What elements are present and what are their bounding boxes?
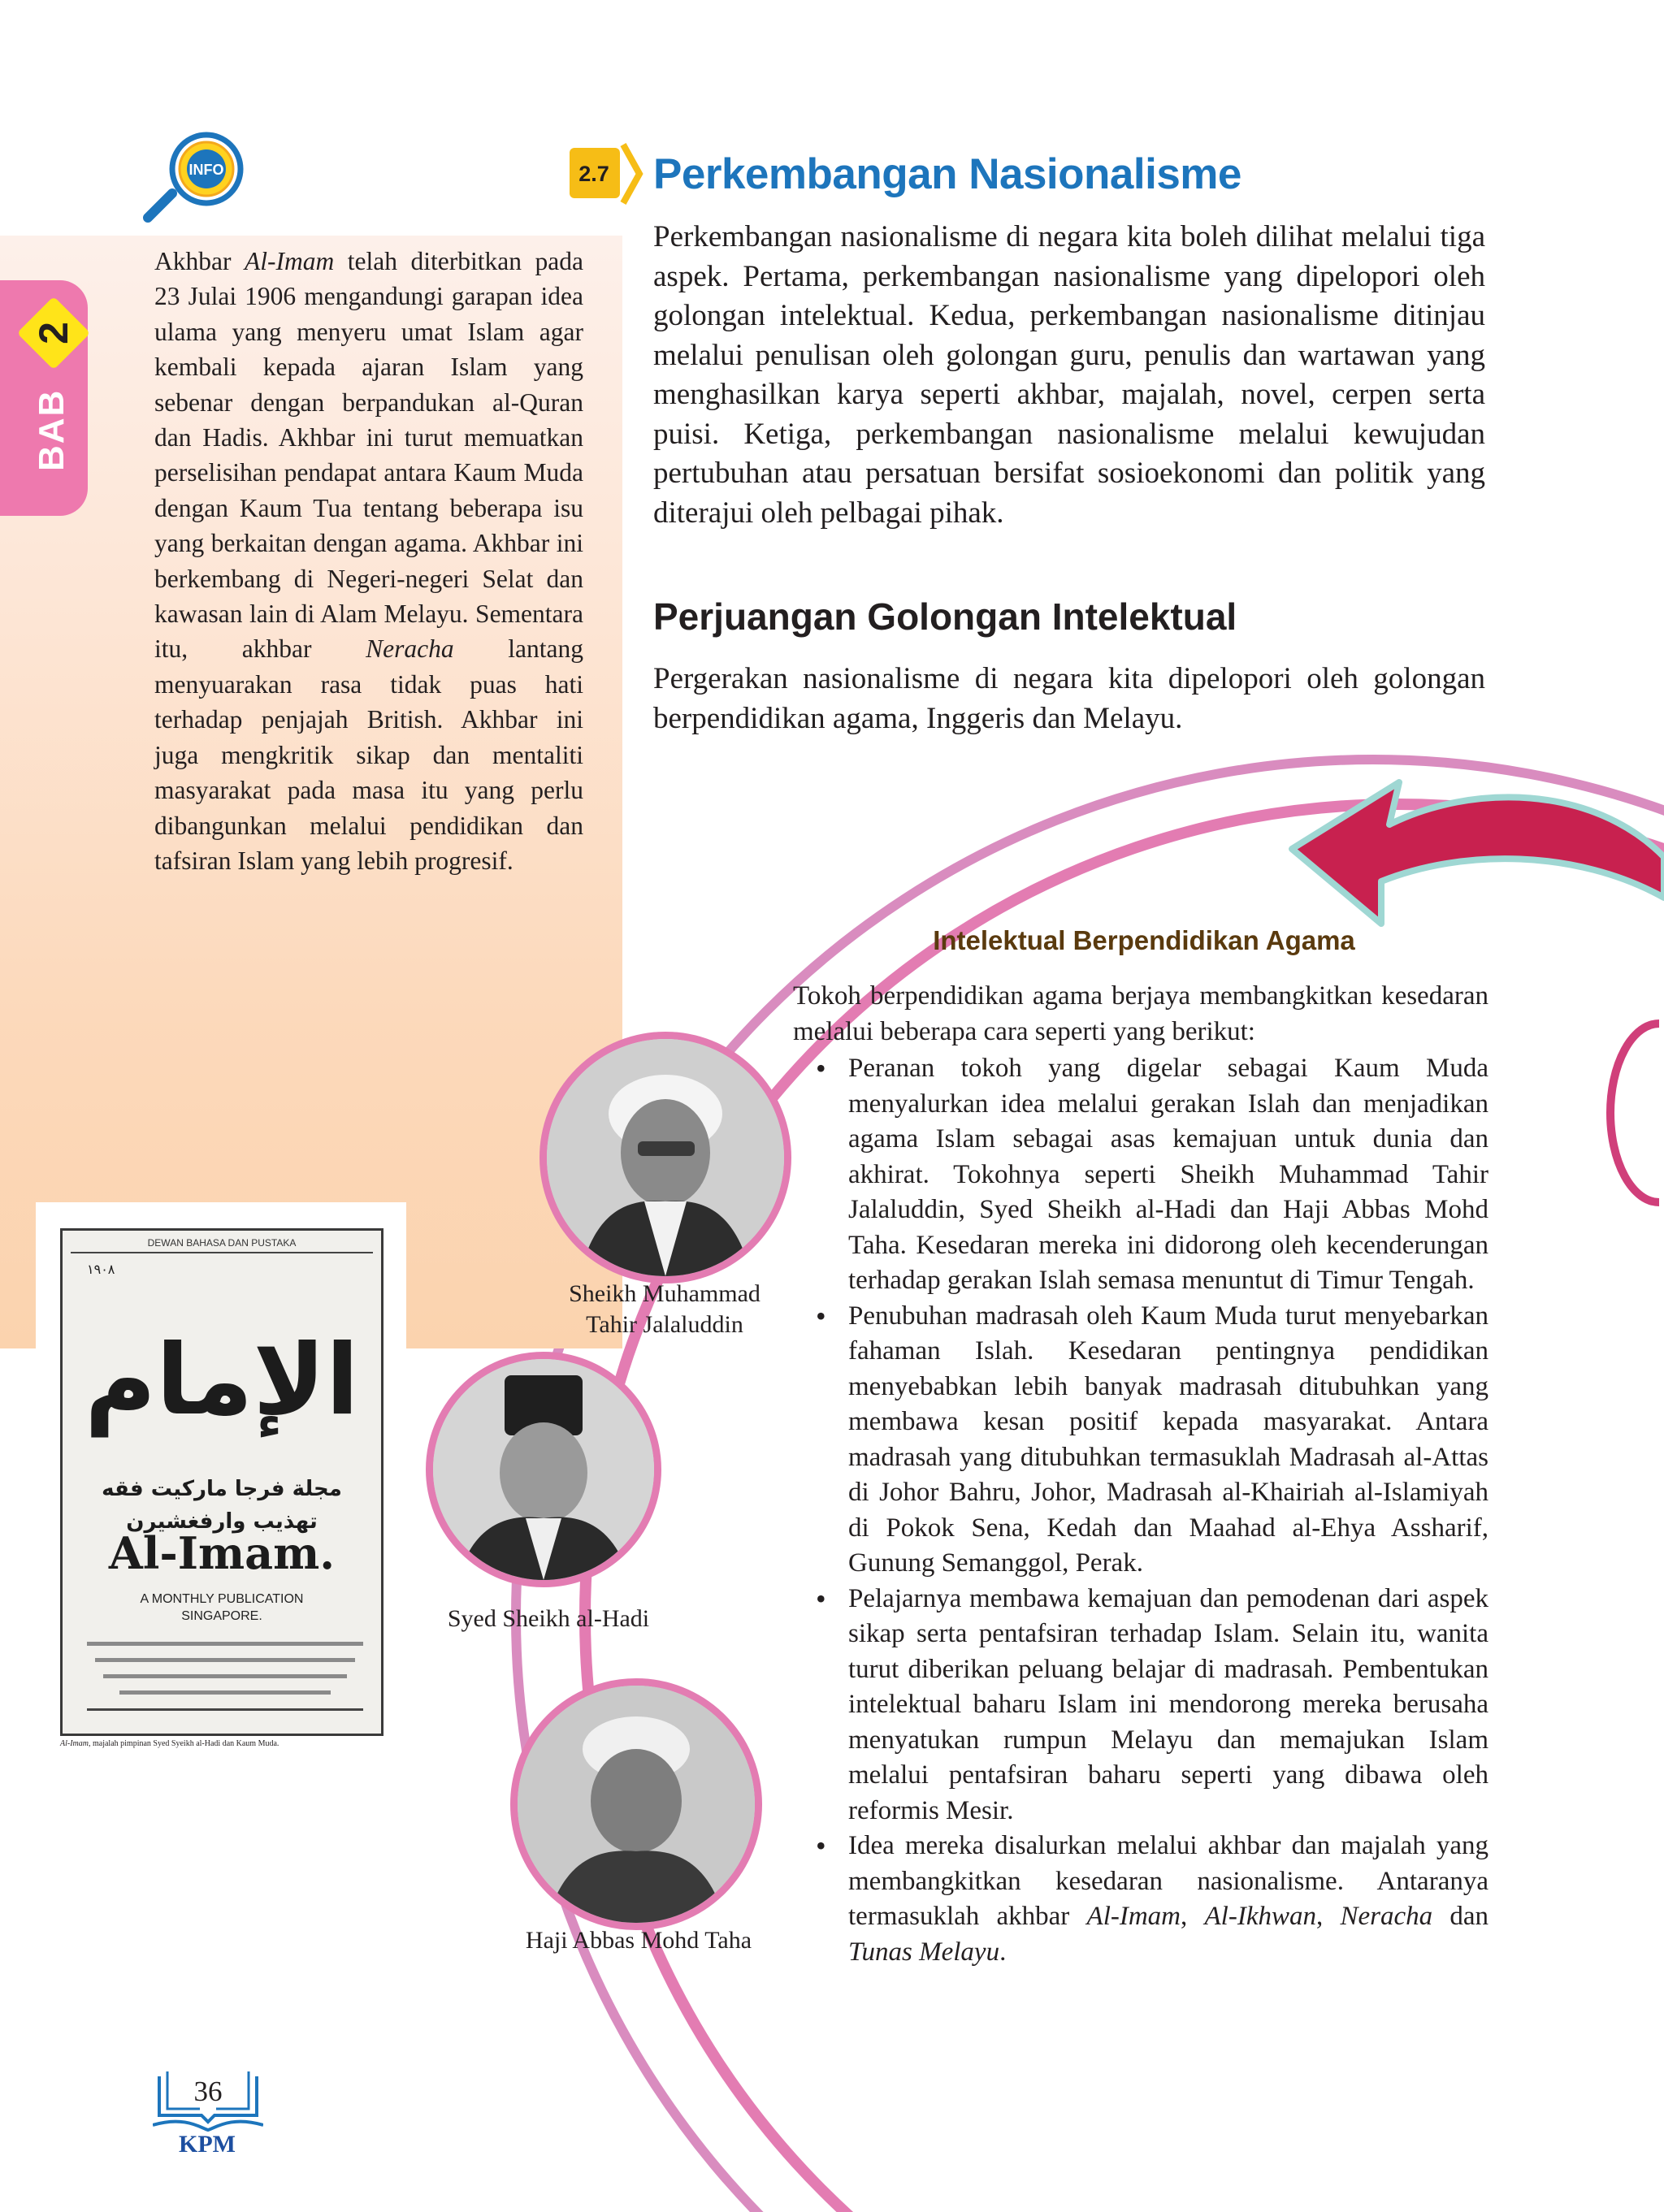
bullet-text-segment-italic: Al-Imam: [1086, 1902, 1181, 1931]
publisher-label: KPM: [179, 2131, 236, 2158]
bullet-text-segment-italic: Tunas Melayu: [848, 1937, 1000, 1967]
newspaper-arabic-subtitle: مجلة فرجا ماركيت فقه تهذيب وارفغشيرن: [102, 1477, 342, 1534]
list-item: [809, 1829, 1488, 1970]
caption-line: Sheikh Muhammad: [569, 1280, 760, 1307]
box-bullet-list: [809, 1051, 1488, 1970]
portrait-caption: Haji Abbas Mohd Taha: [525, 1927, 752, 1954]
bullet-text-segment: .: [999, 1937, 1007, 1967]
chapter-tab-label: BAB: [32, 388, 72, 471]
info-magnifier-icon: [140, 130, 254, 227]
newspaper-tagline: SINGAPORE.: [181, 1609, 262, 1623]
portrait-caption: [526, 1279, 803, 1340]
bullet-text-segment: Idea mereka disalurkan melalui akhbar dan majalah yang membangkitkan kesedaran nasionalisme. Antaranya termasuklah akhbar: [848, 1831, 1488, 1931]
section-intro-paragraph: Perkembangan nasionalisme di negara kita boleh dilihat melalui tiga aspek. Pertama, perkembangan nasionalisme yang dipelopori oleh golongan intelektual. Kedua, perkembangan nasionalisme ditinjau melalui penulisan oleh golongan guru, penulis dan wartawan yang menghasilkan karya seperti akhbar, majalah, novel, cerpen serta puisi. Ketiga, perkembangan nasionalisme melalui kewujudan pertubuhan atau persatuan bersifat sosioekonomi dan politik yang diterajui oleh pelbagai pihak.: [653, 220, 1485, 530]
list-item: • Pelajarnya membawa kemajuan dan pemodenan dari aspek sikap serta pentafsiran terhadap Islam. Selain itu, wanita turut diberikan peluang belajar di madrasah. Pembentukan intelektual baharu Islam ini mendorong mereka berusaha menyatukan rumpun Melayu dan memajukan Islam melalui pentafsiran baharu seperti yang dibawa oleh reformis Mesir.: [809, 1582, 1488, 1829]
portrait-syed-sheikh: [426, 1352, 661, 1587]
list-item: • Penubuhan madrasah oleh Kaum Muda turut menyebarkan fahaman Islah. Kesedaran pentingnya pendidikan menyebabkan lebih banyak madrasah ditubuhkan yang membawa kesan positif kepada masyarakat. Antara madrasah yang ditubuhkan termasuklah Madrasah al-Attas di Johor Bahru, Johor, Madrasah al-Khairiah al-Islamiyah di Pokok Sena, Kedah dan Maahad al-Ehya Assharif, Gunung Semanggol, Perak.: [809, 1299, 1488, 1582]
bullet-text-segment: dan: [1432, 1902, 1489, 1931]
info-text-segment: lantang menyuarakan rasa tidak puas hati terhadap penjajah British. Akhbar ini juga mengkritik sikap dan mentaliti masyarakat pada masa itu yang perlu dibangunkan melalui pendidikan dan tafsiran Islam yang lebih progresif.: [154, 634, 583, 875]
chapter-number: 2: [31, 322, 76, 344]
portrait-haji-abbas: [510, 1678, 762, 1930]
section-title: Perkembangan Nasionalisme: [653, 150, 1242, 198]
subsection-title: Perjuangan Golongan Intelektual: [653, 595, 1237, 638]
info-text-segment-italic: Al-Imam: [245, 247, 335, 275]
box-title: Intelektual Berpendidikan Agama: [933, 925, 1355, 955]
bullet-text-segment: ,: [1181, 1902, 1205, 1931]
bullet-text-segment-italic: Neracha: [1340, 1902, 1433, 1931]
newspaper-arabic-title: الإمام: [84, 1324, 359, 1437]
newspaper-date: ١٩٠٨: [87, 1262, 115, 1277]
info-text-segment-italic: Neracha: [366, 634, 454, 664]
portrait-silhouette-icon: [433, 1359, 654, 1580]
red-curved-arrow-icon: [1268, 735, 1664, 938]
info-icon-label: INFO: [188, 162, 224, 178]
page-number: 36: [193, 2076, 223, 2107]
newspaper-caption-text: , majalah pimpinan Syed Syeikh al-Hadi dan Kaum Muda.: [89, 1739, 280, 1748]
portrait-sheikh-tahir: [540, 1032, 791, 1283]
info-text-segment: telah diterbitkan pada 23 Julai 1906 mengandungi garapan idea ulama yang menyeru umat Islam agar kembali kepada ajaran Islam yang sebenar dengan berpandukan al-Quran dan Hadis. Akhbar ini turut memuatkan perselisihan pendapat antara Kaum Muda dengan Kaum Tua tentang beberapa isu yang berkaitan dengan agama. Akhbar ini berkembang di Negeri-negeri Selat dan kawasan lain di Alam Melayu. Sementara itu, akhbar: [154, 247, 583, 664]
info-box-text: [154, 244, 583, 878]
bullet-text-segment-italic: Al-Ikhwan: [1204, 1902, 1316, 1931]
newspaper-masthead: DEWAN BAHASA DAN PUSTAKA: [71, 1237, 373, 1253]
list-item: • Peranan tokoh yang digelar sebagai Kaum Muda menyalurkan idea melalui gerakan Islah dan menjadikan agama Islam sebagai asas kemajuan untuk dunia dan akhirat. Tokohnya seperti Sheikh Muhammad Tahir Jalaluddin, Syed Sheikh al-Hadi dan Haji Abbas Mohd Taha. Kesedaran mereka ini didorong oleh kecenderungan terhadap gerakan Islah semasa menuntut di Timur Tengah.: [809, 1051, 1488, 1299]
info-paragraph: [154, 244, 583, 878]
portrait-silhouette-icon: [547, 1039, 784, 1276]
newspaper-tagline: A MONTHLY PUBLICATION: [140, 1592, 304, 1606]
section-number: 2.7: [578, 162, 609, 186]
bullet-text-segment: ,: [1315, 1902, 1341, 1931]
newspaper-latin-title: Al-Imam.: [108, 1527, 336, 1579]
newspaper-caption: [60, 1738, 385, 1750]
caption-line: Tahir Jalaluddin: [586, 1311, 743, 1338]
subsection-paragraph: Pergerakan nasionalisme di negara kita dipelopori oleh golongan berpendidikan agama, Inggeris dan Melayu.: [653, 662, 1485, 735]
newspaper-caption-italic: Al-Imam: [60, 1739, 89, 1748]
info-text-segment: Akhbar: [154, 247, 245, 275]
portrait-silhouette-icon: [518, 1686, 755, 1923]
newspaper-text-lines: [87, 1637, 363, 1718]
box-intro-paragraph: Tokoh berpendidikan agama berjaya membangkitkan kesedaran melalui beberapa cara seperti yang berikut:: [793, 981, 1488, 1046]
portrait-caption: Syed Sheikh al-Hadi: [447, 1605, 650, 1632]
newspaper-cover: [60, 1228, 384, 1736]
